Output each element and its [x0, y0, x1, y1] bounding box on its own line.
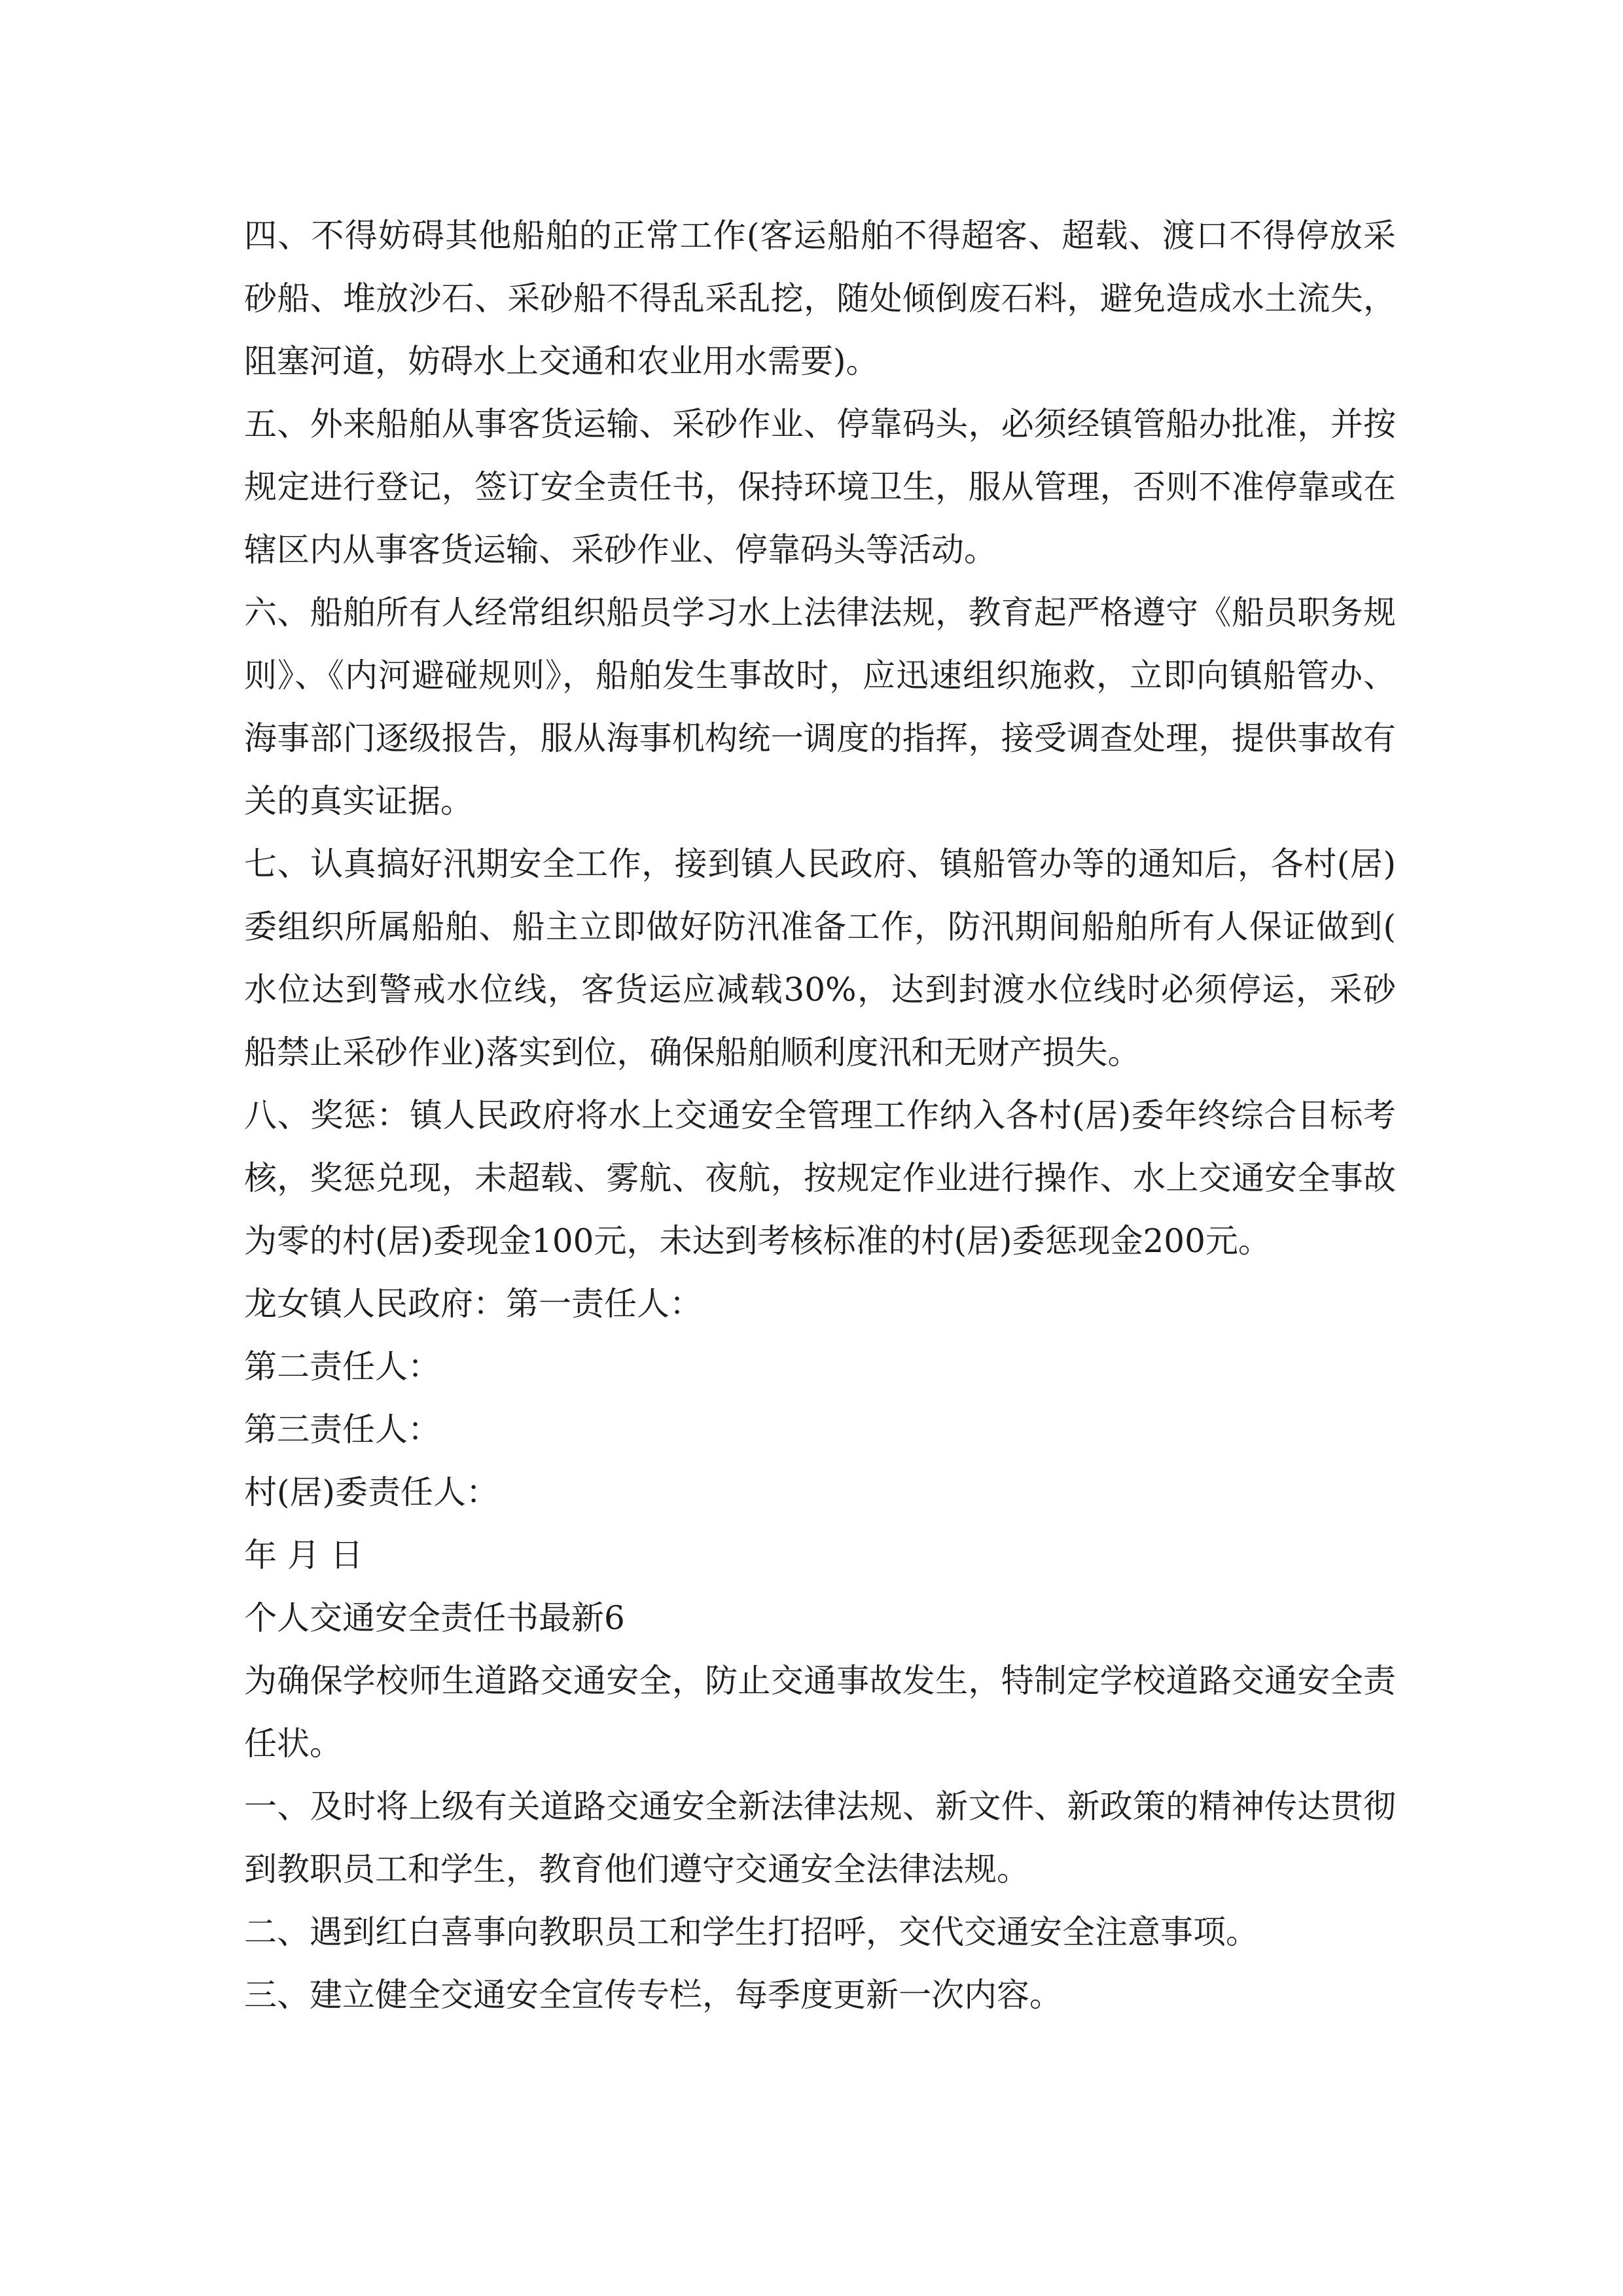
signature-second-responsible: 第二责任人： [244, 1348, 440, 1386]
document-body [244, 204, 1396, 2026]
paragraph-item-3-clause: 三、建立健全交通安全宣传专栏，每季度更新一次内容。 [244, 1976, 1062, 2014]
signature-first-responsible: 龙女镇人民政府：第一责任人： [244, 1285, 702, 1323]
paragraph-item-6-clause: 六、船舶所有人经常组织船员学习水上法律法规，教育起严格遵守《船员职务规则》、《内河避碰规则》，船舶发生事故时，应迅速组织施救，立即向镇船管办、海事部门逐级报告，服从海事机构统一调度的指挥，接受调查处理，提供事故有关的真实证据。 [244, 594, 1396, 820]
signature-village-responsible: 村(居)委责任人： [244, 1473, 499, 1511]
date-line: 年 月 日 [244, 1536, 363, 1574]
paragraph-item-1-clause: 一、及时将上级有关道路交通安全新法律法规、新文件、新政策的精神传达贯彻到教职员工和学生，教育他们遵守交通安全法律法规。 [244, 1787, 1396, 1888]
paragraph-item-7-clause: 七、认真搞好汛期安全工作，接到镇人民政府、镇船管办等的通知后，各村(居)委组织所属船舶、船主立即做好防汛准备工作，防汛期间船舶所有人保证做到(水位达到警戒水位线，客货运应减载30%，达到封渡水位线时必须停运，采砂船禁止采砂作业)落实到位，确保船舶顺利度汛和无财产损失。 [244, 845, 1396, 1071]
section-title: 个人交通安全责任书最新6 [244, 1599, 625, 1637]
paragraph-item-5-clause: 五、外来船舶从事客货运输、采砂作业、停靠码头，必须经镇管船办批准，并按规定进行登记，签订安全责任书，保持环境卫生，服从管理，否则不准停靠或在辖区内从事客货运输、采砂作业、停靠码头等活动。 [244, 405, 1396, 569]
signature-third-responsible: 第三责任人： [244, 1410, 440, 1448]
paragraph-item-8-clause: 八、奖惩：镇人民政府将水上交通安全管理工作纳入各村(居)委年终综合目标考核，奖惩兑现，未超载、雾航、夜航，按规定作业进行操作、水上交通安全事故为零的村(居)委现金100元，未达到考核标准的村(居)委惩现金200元。 [244, 1096, 1396, 1260]
paragraph-item-2-clause: 二、遇到红白喜事向教职员工和学生打招呼，交代交通安全注意事项。 [244, 1913, 1258, 1951]
paragraph-item-4-clause: 四、不得妨碍其他船舶的正常工作(客运船舶不得超客、超载、渡口不得停放采砂船、堆放沙石、采砂船不得乱采乱挖，随处倾倒废石料，避免造成水土流失，阻塞河道，妨碍水上交通和农业用水需要)。 [244, 217, 1396, 380]
intro-paragraph: 为确保学校师生道路交通安全，防止交通事故发生，特制定学校道路交通安全责任状。 [244, 1662, 1396, 1763]
